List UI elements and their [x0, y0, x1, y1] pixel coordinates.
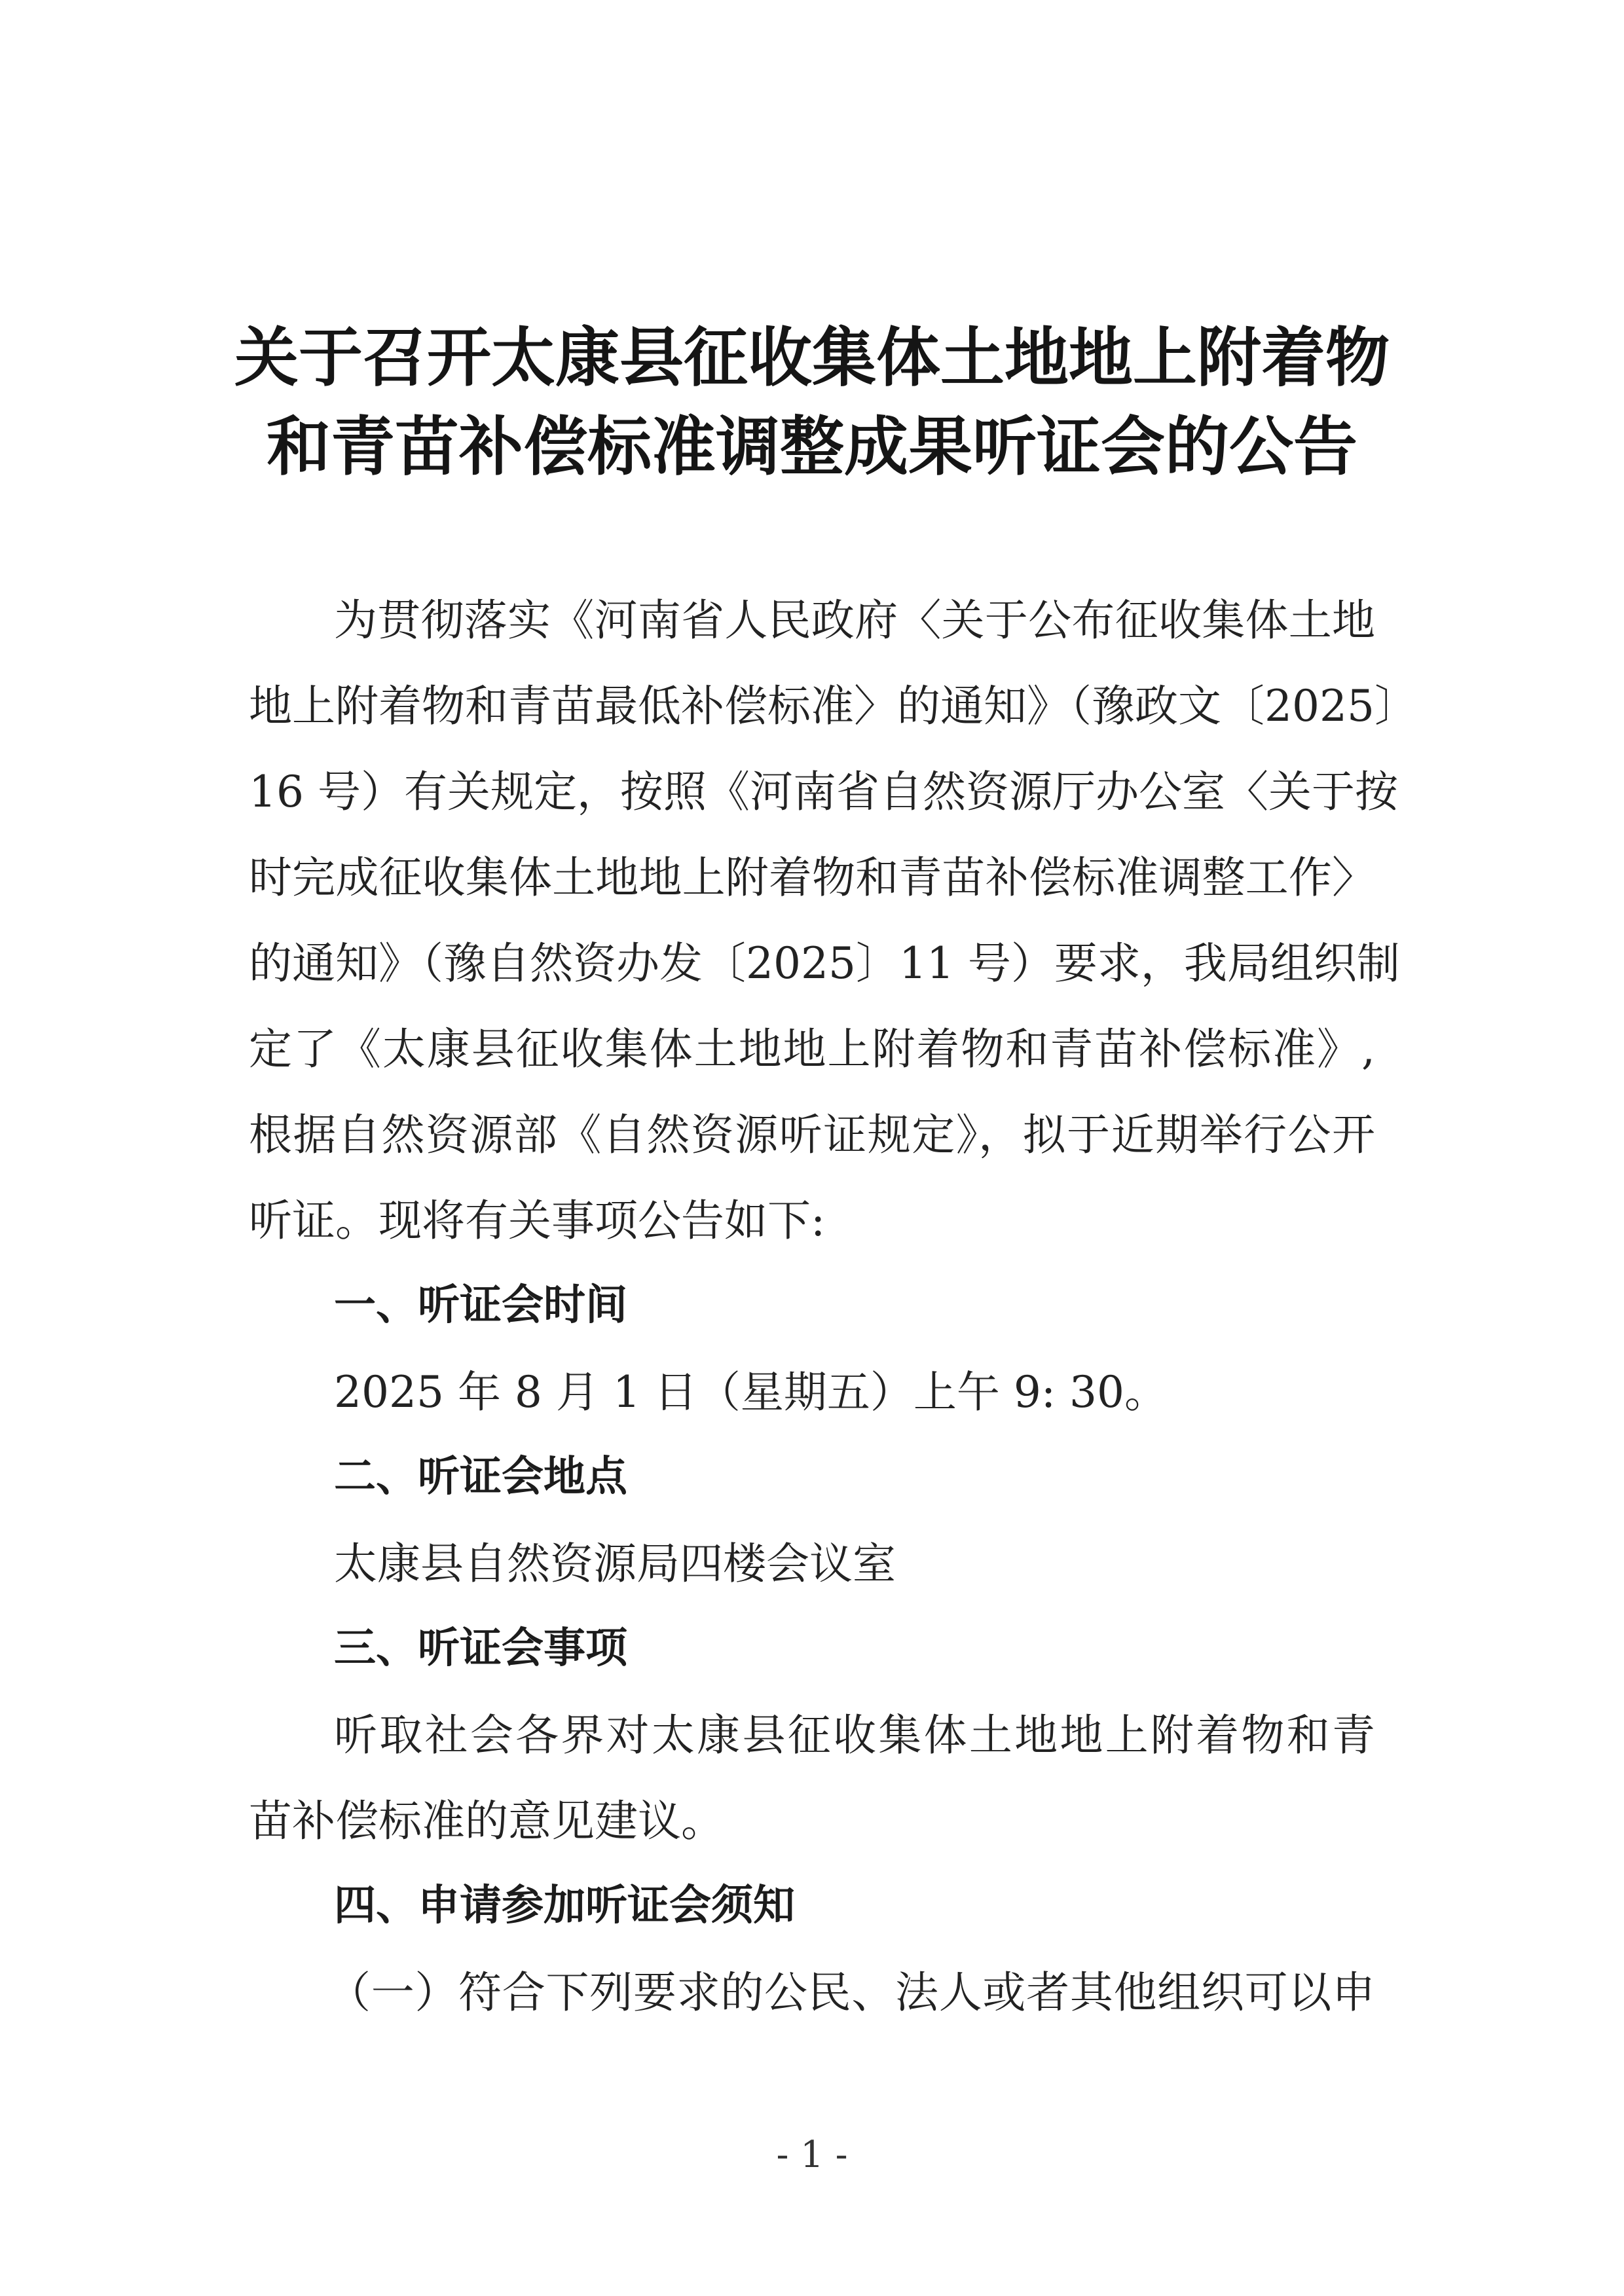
hearing-matters-line: 听取社会各界对太康县征收集体土地地上附着物和青: [334, 1710, 1375, 1760]
section-heading-matters: 三、听证会事项: [334, 1624, 627, 1673]
hearing-matters-line: 苗补偿标准的意见建议。: [249, 1796, 724, 1846]
intro-paragraph-line: 时完成征收集体土地地上附着物和青苗补偿标准调整工作〉: [249, 852, 1375, 903]
application-notice-line: （一）符合下列要求的公民、法人或者其他组织可以申: [327, 1967, 1375, 2018]
page-number: - 1 -: [776, 2134, 848, 2176]
section-heading-location: 二、听证会地点: [334, 1453, 627, 1501]
intro-paragraph-line: 地上附着物和青苗最低补偿标准〉的通知》（豫政文〔2025〕: [249, 681, 1418, 731]
hearing-time-text: 2025 年 8 月 1 日（星期五）上午 9: 30。: [334, 1367, 1168, 1417]
document-title-line-2: 和青苗补偿标准调整成果听证会的公告: [266, 409, 1357, 484]
section-heading-application-notice: 四、申请参加听证会须知: [334, 1882, 795, 1930]
intro-paragraph-line: 定了《太康县征收集体土地地上附着物和青苗补偿标准》,: [249, 1024, 1375, 1074]
document-title-line-1: 关于召开太康县征收集体土地地上附着物: [234, 320, 1390, 395]
intro-paragraph-line: 听证。现将有关事项公告如下:: [249, 1195, 826, 1246]
intro-paragraph-line: 的通知》（豫自然资办发〔2025〕11 号）要求，我局组织制: [249, 938, 1400, 989]
intro-paragraph-line: 16 号）有关规定，按照《河南省自然资源厅办公室〈关于按: [249, 767, 1398, 817]
hearing-location-text: 太康县自然资源局四楼会议室: [334, 1539, 896, 1589]
intro-paragraph-line: 为贯彻落实《河南省人民政府〈关于公布征收集体土地: [334, 595, 1375, 646]
section-heading-time: 一、听证会时间: [334, 1281, 627, 1330]
intro-paragraph-line: 根据自然资源部《自然资源听证规定》，拟于近期举行公开: [249, 1110, 1375, 1160]
